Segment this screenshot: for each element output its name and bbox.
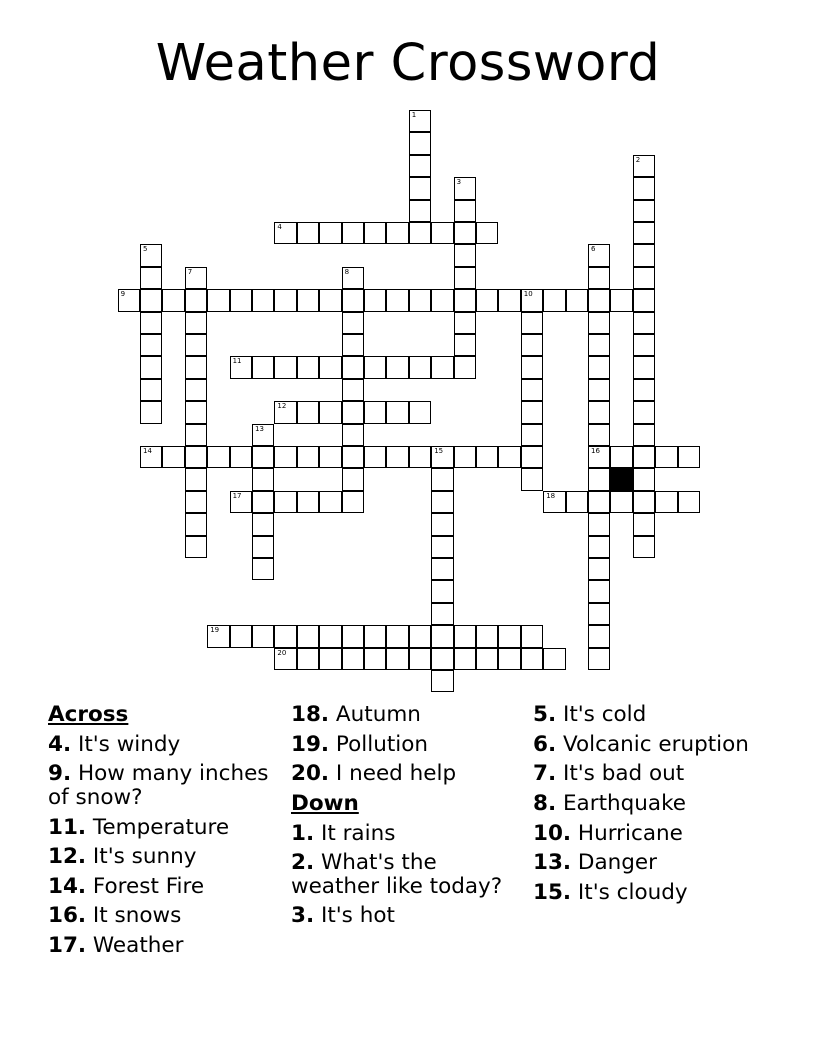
- grid-cell[interactable]: [498, 625, 520, 647]
- grid-cell[interactable]: [364, 625, 386, 647]
- grid-cell[interactable]: [498, 446, 520, 468]
- grid-cell[interactable]: [252, 558, 274, 580]
- clue-number: 19: [210, 626, 220, 635]
- grid-cell[interactable]: [140, 356, 162, 378]
- grid-cell[interactable]: [274, 491, 296, 513]
- grid-cell[interactable]: [207, 446, 229, 468]
- grid-cell[interactable]: [386, 648, 408, 670]
- grid-cell[interactable]: [342, 379, 364, 401]
- grid-cell[interactable]: [655, 446, 677, 468]
- grid-cell[interactable]: [252, 356, 274, 378]
- grid-cell[interactable]: [588, 558, 610, 580]
- grid-cell[interactable]: [342, 312, 364, 334]
- grid-cell[interactable]: [633, 155, 655, 177]
- grid-cell[interactable]: [633, 379, 655, 401]
- grid-cell[interactable]: [386, 625, 408, 647]
- clue-item: [291, 822, 521, 846]
- grid-cell[interactable]: [319, 289, 341, 311]
- clue-item: [291, 904, 521, 928]
- clue-number: 18.: [291, 702, 330, 727]
- grid-cell[interactable]: [431, 446, 453, 468]
- grid-cell[interactable]: [252, 446, 274, 468]
- grid-cell[interactable]: [521, 468, 543, 490]
- clue-text: Pollution: [329, 731, 429, 757]
- grid-cell[interactable]: [521, 289, 543, 311]
- clue-number: 1: [411, 111, 417, 119]
- grid-cell[interactable]: [185, 491, 207, 513]
- grid-cell[interactable]: [521, 446, 543, 468]
- grid-cell[interactable]: [342, 424, 364, 446]
- grid-cell[interactable]: [431, 580, 453, 602]
- clue-text: It rains: [314, 820, 396, 846]
- clue-number: 15.: [533, 879, 572, 905]
- grid-cell[interactable]: [566, 491, 588, 513]
- grid-cell[interactable]: [633, 200, 655, 222]
- grid-cell[interactable]: [342, 625, 364, 647]
- grid-cell[interactable]: [588, 401, 610, 423]
- grid-cell[interactable]: [431, 468, 453, 490]
- grid-cell[interactable]: [431, 670, 453, 692]
- grid-cell[interactable]: [633, 289, 655, 311]
- grid-cell[interactable]: [319, 491, 341, 513]
- grid-cell[interactable]: [140, 334, 162, 356]
- grid-cell[interactable]: [297, 222, 319, 244]
- clue-item: [533, 762, 783, 786]
- grid-cell[interactable]: [476, 289, 498, 311]
- clue-text: Earthquake: [556, 790, 686, 816]
- clue-number: 5.: [533, 702, 557, 727]
- grid-cell[interactable]: [409, 648, 431, 670]
- grid-cell[interactable]: [409, 625, 431, 647]
- grid-cell[interactable]: [364, 222, 386, 244]
- grid-cell[interactable]: [454, 244, 476, 266]
- grid-cell[interactable]: [409, 155, 431, 177]
- grid-cell[interactable]: [185, 446, 207, 468]
- grid-cell[interactable]: [319, 625, 341, 647]
- grid-cell[interactable]: [633, 401, 655, 423]
- grid-cell[interactable]: [588, 312, 610, 334]
- clues-column-3: [533, 703, 783, 910]
- clue-number: 11: [232, 357, 242, 366]
- clue-number: 7: [187, 267, 193, 276]
- grid-cell[interactable]: [454, 222, 476, 244]
- grid-cell[interactable]: [678, 446, 700, 468]
- grid-cell[interactable]: [543, 491, 565, 513]
- grid-cell[interactable]: [633, 222, 655, 244]
- grid-cell[interactable]: [633, 356, 655, 378]
- grid-cell[interactable]: [454, 446, 476, 468]
- clue-number: 10.: [533, 820, 572, 846]
- clue-number: 5: [143, 245, 148, 254]
- clue-number: 18: [546, 491, 556, 500]
- clue-number: 2: [635, 155, 641, 164]
- grid-cell[interactable]: [118, 289, 140, 311]
- grid-cell[interactable]: [521, 648, 543, 670]
- grid-cell[interactable]: [521, 334, 543, 356]
- grid-cell[interactable]: [230, 289, 252, 311]
- grid-cell[interactable]: [633, 334, 655, 356]
- grid-cell[interactable]: [633, 424, 655, 446]
- grid-cell[interactable]: [297, 491, 319, 513]
- grid-cell[interactable]: [409, 356, 431, 378]
- grid-cell[interactable]: [431, 513, 453, 535]
- grid-cell[interactable]: [588, 424, 610, 446]
- grid-cell[interactable]: [588, 446, 610, 468]
- clue-text: Temperature: [86, 814, 230, 840]
- grid-cell[interactable]: [588, 580, 610, 602]
- grid-cell[interactable]: [274, 356, 296, 378]
- grid-cell[interactable]: [633, 536, 655, 558]
- grid-cell[interactable]: [476, 625, 498, 647]
- page-title: Weather Crossword: [155, 34, 661, 93]
- grid-cell[interactable]: [588, 379, 610, 401]
- grid-cell[interactable]: [342, 446, 364, 468]
- grid-cell[interactable]: [633, 491, 655, 513]
- grid-cell[interactable]: [633, 267, 655, 289]
- grid-cell[interactable]: [588, 267, 610, 289]
- grid-cell[interactable]: [521, 312, 543, 334]
- clue-text: Autumn: [329, 702, 421, 727]
- clue-number: 8.: [533, 790, 557, 816]
- grid-cell[interactable]: [454, 648, 476, 670]
- clue-item: [291, 703, 521, 727]
- clue-number: 15: [434, 447, 444, 455]
- clue-item: [533, 822, 783, 846]
- grid-cell[interactable]: [588, 648, 610, 670]
- grid-cell[interactable]: [140, 289, 162, 311]
- clue-text: Hurricane: [571, 820, 683, 846]
- grid-cell[interactable]: [230, 625, 252, 647]
- grid-cell[interactable]: [207, 625, 229, 647]
- grid-cell[interactable]: [140, 267, 162, 289]
- clue-item: [533, 703, 783, 727]
- clue-text: It's windy: [71, 731, 181, 757]
- grid-cell[interactable]: [588, 513, 610, 535]
- grid-cell[interactable]: [386, 401, 408, 423]
- grid-cell[interactable]: [454, 625, 476, 647]
- clue-number: 8: [344, 267, 350, 276]
- grid-cell[interactable]: [543, 648, 565, 670]
- clue-text: Weather: [86, 933, 184, 959]
- grid-cell[interactable]: [342, 648, 364, 670]
- grid-cell[interactable]: [252, 289, 274, 311]
- black-cell: [610, 468, 632, 490]
- grid-cell[interactable]: [162, 446, 184, 468]
- grid-cell[interactable]: [454, 267, 476, 289]
- grid-cell[interactable]: [588, 356, 610, 378]
- clue-number: 4.: [48, 731, 72, 757]
- grid-cell[interactable]: [319, 446, 341, 468]
- clue-item: [291, 762, 521, 786]
- grid-cell[interactable]: [588, 468, 610, 490]
- grid-cell[interactable]: [274, 446, 296, 468]
- clue-text: Danger: [571, 850, 657, 876]
- grid-cell[interactable]: [230, 446, 252, 468]
- grid-cell[interactable]: [185, 334, 207, 356]
- down-heading: Down: [291, 790, 359, 816]
- grid-cell[interactable]: [633, 446, 655, 468]
- grid-cell[interactable]: [454, 200, 476, 222]
- grid-cell[interactable]: [342, 401, 364, 423]
- grid-cell[interactable]: [610, 289, 632, 311]
- grid-cell[interactable]: [431, 603, 453, 625]
- grid-cell[interactable]: [274, 222, 296, 244]
- clue-number: 12: [277, 402, 287, 411]
- clue-item: [48, 762, 278, 809]
- clue-text: It's cloudy: [571, 879, 688, 905]
- clue-text: It's cold: [556, 702, 647, 727]
- grid-cell[interactable]: [185, 513, 207, 535]
- grid-cell[interactable]: [633, 312, 655, 334]
- grid-cell[interactable]: [274, 648, 296, 670]
- clue-number: 1.: [291, 820, 315, 846]
- clue-number: 6.: [533, 731, 557, 757]
- clue-item: [533, 851, 783, 875]
- clue-item: [533, 792, 783, 816]
- grid-cell[interactable]: [454, 177, 476, 199]
- grid-cell[interactable]: [252, 625, 274, 647]
- clue-number: 19.: [291, 731, 330, 757]
- grid-cell[interactable]: [431, 648, 453, 670]
- clue-item: [291, 851, 521, 898]
- grid-cell[interactable]: [230, 491, 252, 513]
- grid-cell[interactable]: [409, 132, 431, 154]
- clues-column-1: [48, 703, 278, 964]
- grid-cell[interactable]: [297, 289, 319, 311]
- grid-cell[interactable]: [386, 289, 408, 311]
- grid-cell[interactable]: [431, 491, 453, 513]
- clue-text: Volcanic eruption: [556, 731, 749, 757]
- clue-text: Forest Fire: [86, 873, 205, 899]
- clue-number: 3.: [291, 903, 315, 929]
- clue-number: 20: [277, 648, 287, 657]
- grid-cell[interactable]: [566, 289, 588, 311]
- grid-cell[interactable]: [521, 401, 543, 423]
- grid-cell[interactable]: [633, 244, 655, 266]
- grid-cell[interactable]: [140, 244, 162, 266]
- clue-number: 13: [255, 424, 264, 433]
- clue-number: 17.: [48, 933, 87, 959]
- grid-cell[interactable]: [342, 356, 364, 378]
- grid-cell[interactable]: [252, 536, 274, 558]
- clue-item: [48, 904, 278, 928]
- grid-cell[interactable]: [252, 468, 274, 490]
- clue-text: It's sunny: [86, 844, 197, 870]
- grid-cell[interactable]: [185, 424, 207, 446]
- grid-cell[interactable]: [409, 177, 431, 199]
- grid-cell[interactable]: [319, 356, 341, 378]
- clue-text: What's the weather like today?: [291, 850, 503, 899]
- grid-cell[interactable]: [364, 648, 386, 670]
- clue-item: [48, 816, 278, 840]
- clue-number: 20.: [291, 761, 330, 787]
- grid-cell[interactable]: [185, 468, 207, 490]
- clue-text: I need help: [329, 761, 457, 787]
- grid-cell[interactable]: [297, 648, 319, 670]
- grid-cell[interactable]: [274, 625, 296, 647]
- clue-number: 14.: [48, 873, 87, 899]
- grid-cell[interactable]: [543, 289, 565, 311]
- grid-cell[interactable]: [140, 312, 162, 334]
- clue-text: It's hot: [314, 903, 395, 929]
- clue-number: 7.: [533, 761, 557, 787]
- clue-number: 4: [277, 223, 282, 231]
- grid-cell[interactable]: [409, 401, 431, 423]
- grid-cell[interactable]: [409, 289, 431, 311]
- clue-number: 11.: [48, 814, 87, 840]
- grid-cell[interactable]: [274, 401, 296, 423]
- grid-cell[interactable]: [140, 401, 162, 423]
- clue-number: 12.: [48, 844, 87, 870]
- clue-item: [48, 845, 278, 869]
- clue-item: [48, 934, 278, 958]
- grid-cell[interactable]: [185, 536, 207, 558]
- grid-cell[interactable]: [386, 356, 408, 378]
- grid-cell[interactable]: [185, 289, 207, 311]
- grid-cell[interactable]: [431, 356, 453, 378]
- grid-cell[interactable]: [431, 289, 453, 311]
- grid-cell[interactable]: [498, 648, 520, 670]
- grid-cell[interactable]: [454, 334, 476, 356]
- grid-cell[interactable]: [185, 312, 207, 334]
- grid-cell[interactable]: [588, 603, 610, 625]
- clue-item: [48, 875, 278, 899]
- grid-cell[interactable]: [610, 491, 632, 513]
- grid-cell[interactable]: [319, 648, 341, 670]
- grid-cell[interactable]: [431, 536, 453, 558]
- grid-cell[interactable]: [140, 379, 162, 401]
- grid-cell[interactable]: [364, 446, 386, 468]
- clues-column-2: [291, 703, 521, 934]
- grid-cell[interactable]: [364, 401, 386, 423]
- clue-number: 14: [143, 447, 152, 455]
- grid-cell[interactable]: [386, 446, 408, 468]
- clue-item: [291, 733, 521, 757]
- clue-number: 6: [591, 245, 596, 254]
- clue-number: 16: [591, 447, 600, 455]
- grid-cell[interactable]: [610, 446, 632, 468]
- clue-number: 17: [232, 491, 242, 500]
- grid-cell[interactable]: [476, 446, 498, 468]
- grid-cell[interactable]: [431, 625, 453, 647]
- grid-cell[interactable]: [454, 312, 476, 334]
- grid-cell[interactable]: [342, 289, 364, 311]
- grid-cell[interactable]: [633, 468, 655, 490]
- grid-cell[interactable]: [342, 334, 364, 356]
- grid-cell[interactable]: [162, 289, 184, 311]
- grid-cell[interactable]: [588, 491, 610, 513]
- grid-cell[interactable]: [207, 289, 229, 311]
- grid-cell[interactable]: [678, 491, 700, 513]
- grid-cell[interactable]: [274, 289, 296, 311]
- clue-number: 3: [456, 178, 462, 187]
- grid-cell[interactable]: [409, 222, 431, 244]
- grid-cell[interactable]: [588, 289, 610, 311]
- grid-cell[interactable]: [252, 424, 274, 446]
- grid-cell[interactable]: [588, 244, 610, 266]
- grid-cell[interactable]: [230, 356, 252, 378]
- clue-item: [533, 733, 783, 757]
- grid-cell[interactable]: [409, 200, 431, 222]
- grid-cell[interactable]: [521, 356, 543, 378]
- clue-text: It snows: [86, 903, 182, 929]
- grid-cell[interactable]: [476, 648, 498, 670]
- grid-cell[interactable]: [386, 222, 408, 244]
- grid-cell[interactable]: [498, 289, 520, 311]
- grid-cell[interactable]: [409, 446, 431, 468]
- clue-text: It's bad out: [556, 761, 685, 787]
- clue-item: [48, 733, 278, 757]
- grid-cell[interactable]: [297, 356, 319, 378]
- grid-cell[interactable]: [185, 356, 207, 378]
- clue-text: How many inches of snow?: [48, 761, 269, 810]
- grid-cell[interactable]: [252, 513, 274, 535]
- grid-cell[interactable]: [342, 468, 364, 490]
- grid-cell[interactable]: [364, 356, 386, 378]
- grid-cell[interactable]: [185, 267, 207, 289]
- grid-cell[interactable]: [521, 424, 543, 446]
- grid-cell[interactable]: [297, 625, 319, 647]
- grid-cell[interactable]: [588, 625, 610, 647]
- across-heading: Across: [48, 702, 129, 727]
- grid-cell[interactable]: [454, 356, 476, 378]
- grid-cell[interactable]: [185, 379, 207, 401]
- clue-number: 9.: [48, 761, 72, 787]
- grid-cell[interactable]: [521, 625, 543, 647]
- clue-number: 16.: [48, 903, 87, 929]
- clue-number: 10: [523, 290, 533, 299]
- clue-number: 2.: [291, 850, 315, 876]
- grid-cell[interactable]: [633, 177, 655, 199]
- grid-cell[interactable]: [633, 513, 655, 535]
- grid-cell[interactable]: [297, 446, 319, 468]
- grid-cell[interactable]: [476, 222, 498, 244]
- grid-cell[interactable]: [140, 446, 162, 468]
- grid-cell[interactable]: [297, 401, 319, 423]
- grid-cell[interactable]: [342, 222, 364, 244]
- clue-number: 13.: [533, 850, 572, 876]
- clue-number: 9: [120, 290, 126, 299]
- grid-cell[interactable]: [588, 536, 610, 558]
- grid-cell[interactable]: [431, 558, 453, 580]
- grid-cell[interactable]: [521, 379, 543, 401]
- grid-cell[interactable]: [655, 491, 677, 513]
- grid-cell[interactable]: [185, 401, 207, 423]
- grid-cell[interactable]: [319, 222, 341, 244]
- grid-cell[interactable]: [319, 401, 341, 423]
- grid-cell[interactable]: [342, 491, 364, 513]
- grid-cell[interactable]: [342, 267, 364, 289]
- grid-cell[interactable]: [431, 222, 453, 244]
- grid-cell[interactable]: [409, 110, 431, 132]
- clue-item: [533, 881, 783, 905]
- grid-cell[interactable]: [364, 289, 386, 311]
- grid-cell[interactable]: [454, 289, 476, 311]
- grid-cell[interactable]: [252, 491, 274, 513]
- grid-cell[interactable]: [588, 334, 610, 356]
